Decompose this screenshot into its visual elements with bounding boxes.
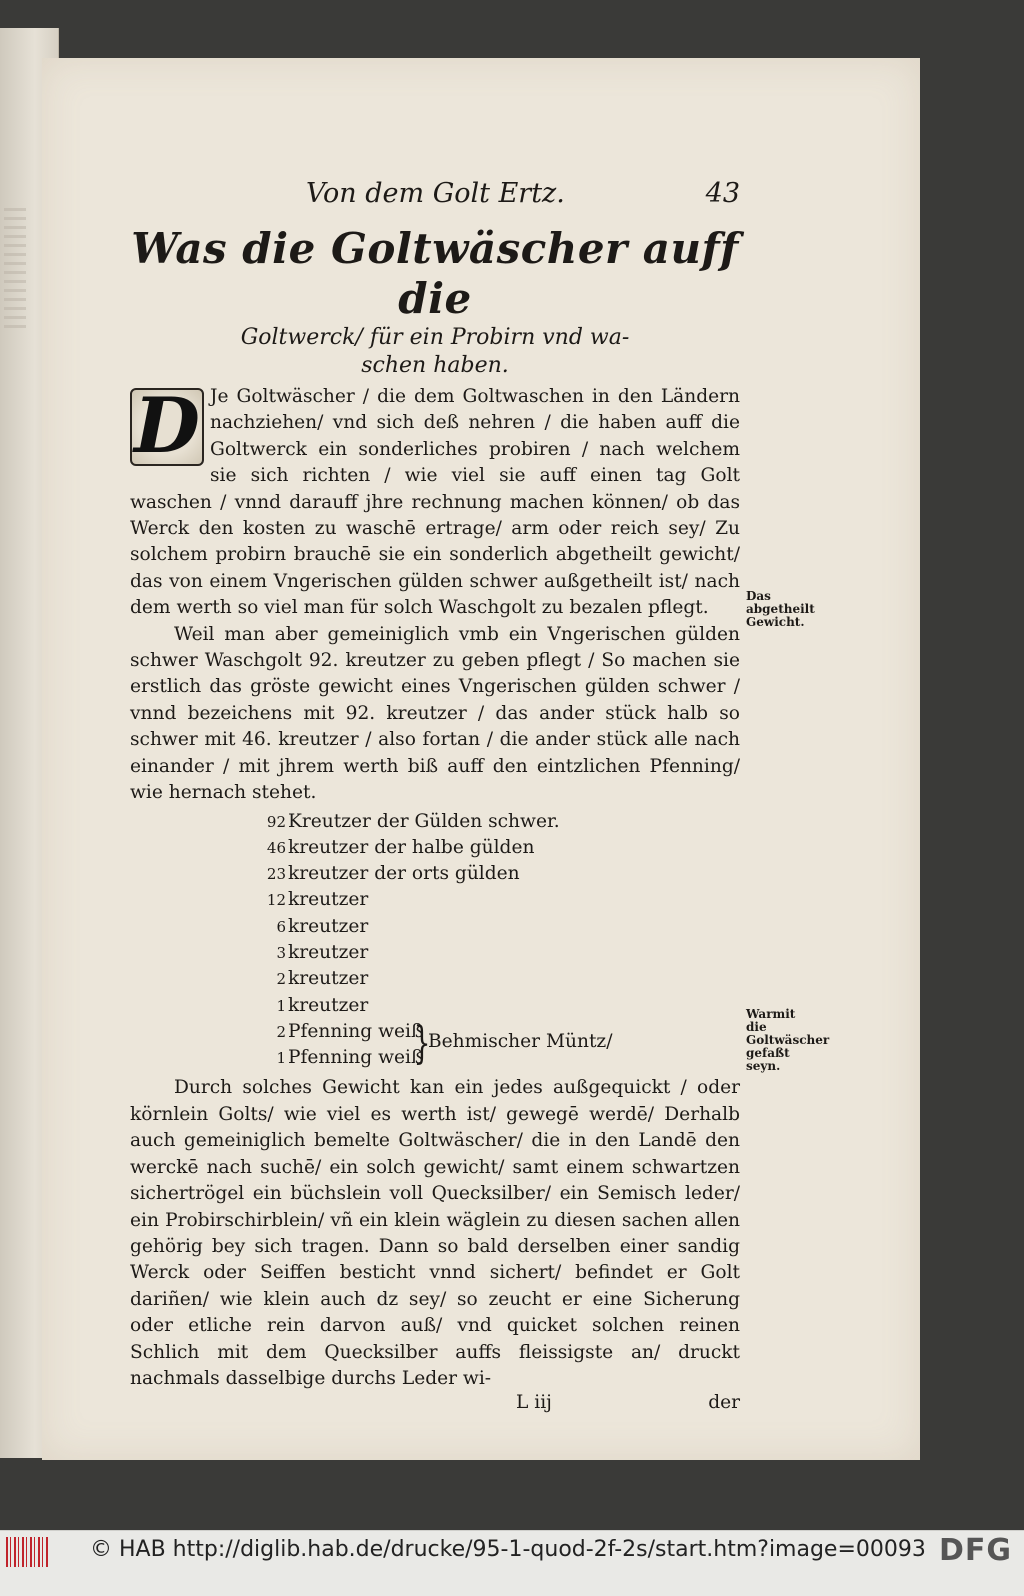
list-number: 3: [276, 943, 286, 962]
list-text: kreutzer: [288, 994, 369, 1016]
barcode-icon: [6, 1537, 48, 1567]
catch-line: [130, 1392, 740, 1418]
list-item: [258, 914, 740, 940]
list-number: 1: [276, 996, 286, 1015]
list-item: [258, 861, 740, 887]
text-column: [130, 178, 740, 1418]
paragraph-3: Durch solches Gewicht kan ein jedes außgequickt / oder körnlein Golts/ wie viel es werth ist/ gewegē werdē/ Derhalb auch gemeiniglich bemelte Goltwäscher/ die in den Landē den werckē nach suchē/ ein solch gewicht/ samt einem schwartzen sichertrögel ein büchslein voll Quecksilber/ ein Semisch leder/ ein Probirschirblein/ vñ ein klein wäglein zu diesen sachen allen gehörig bey sich tragen. Dann so bald derselben einer sandig Werck oder Seiffen besticht vnnd sichert/ befindet er Golt dariñen/ wie klein auch dz sey/ so zeucht er eine Sicherung oder etliche rein darvon auß/ vnd quicket solchen reinen Schlich mit dem Quecksilber auffs fleissigste an/ druckt nachmals dasselbige durchs Leder wi-: [130, 1077, 740, 1389]
list-item: [258, 940, 740, 966]
chapter-subheading-2: schen haben.: [361, 353, 509, 378]
list-text: kreutzer: [288, 968, 369, 990]
list-item: [258, 887, 740, 913]
list-item: [258, 809, 740, 835]
footer-bar: [0, 1530, 1024, 1596]
list-text: kreutzer: [288, 941, 369, 963]
catchword: der: [708, 1392, 740, 1414]
source-url[interactable]: © HAB http://diglib.hab.de/drucke/95-1-quod-2f-2s/start.htm?image=00093: [90, 1537, 926, 1562]
signature-mark: L iij: [516, 1392, 552, 1414]
list-text: kreutzer: [288, 915, 369, 937]
folio-number: 43: [705, 178, 740, 209]
running-head: [130, 178, 740, 224]
list-text: kreutzer: [288, 889, 369, 911]
weight-list: [258, 809, 740, 1072]
paragraph-1: Je Goltwäscher / die dem Goltwaschen in den Ländern nachziehen/ vnd sich deß nehren / die haben auff die Goltwerck ein sonderliches probiren / nach welchem sie sich richten / wie viel sie auff einen tag Golt waschen / vnnd darauff jhre rechnung machen können/ ob das Werck den kosten zu waschē ertrage/ arm oder reich sey/ Zu solchem probirn brauchē sie ein sonderlich abgetheilt gewicht/ das von einem Vngerischen gülden schwer außgetheilt ist/ nach dem werth so viel man für solch Waschgolt zu bezalen pflegt.: [130, 386, 740, 619]
list-number: 92: [266, 812, 286, 831]
running-title: Von dem Golt Ertz.: [306, 178, 565, 209]
list-text: kreutzer der orts gülden: [288, 863, 520, 885]
brace-label: Behmischer Müntz/: [428, 1030, 613, 1052]
list-item: [258, 993, 740, 1019]
list-number: 6: [276, 917, 286, 936]
list-number: 12: [266, 891, 286, 910]
list-item: [258, 835, 740, 861]
list-text: Kreutzer der Gülden schwer.: [288, 810, 560, 832]
dfg-logo: DFG: [938, 1533, 1012, 1568]
brace-group: [258, 1019, 740, 1072]
list-number: 2: [276, 1022, 286, 1041]
chapter-heading: Was die Goltwäscher auff die: [131, 224, 739, 323]
list-text: Pfenning weiß: [288, 1047, 424, 1069]
margin-note-1: Das abgetheilt Gewicht.: [746, 589, 815, 629]
list-number: 1: [276, 1049, 286, 1068]
list-text: kreutzer der halbe gülden: [288, 836, 535, 858]
list-item: [258, 966, 740, 992]
paragraph-1-block: [130, 381, 740, 622]
bleed-through: [4, 208, 26, 328]
list-text: Pfenning weiß: [288, 1020, 424, 1042]
curly-brace: }: [413, 1017, 431, 1069]
margin-note-2: Warmit die Goltwäscher gefaßt seyn.: [746, 1007, 830, 1073]
list-number: 46: [266, 838, 286, 857]
chapter-subheading-1: Goltwerck/ für ein Probirn vnd wa-: [240, 325, 630, 350]
list-number: 2: [276, 970, 286, 989]
list-number: 23: [266, 865, 286, 884]
dropcap-initial: D: [130, 388, 204, 466]
paragraph-2: Weil man aber gemeiniglich vmb ein Vngerischen gülden schwer Waschgolt 92. kreutzer zu geben pflegt / So machen sie erstlich das gröste gewicht eines Vngerischen gülden schwer / vnnd bezeichens mit 92. kreutzer / das ander stück halb so schwer mit 46. kreutzer / also fortan / die ander stück alle nach einander / mit jhrem werth biß auff den eintzlichen Pfenning/ wie hernach stehet.: [130, 623, 740, 804]
